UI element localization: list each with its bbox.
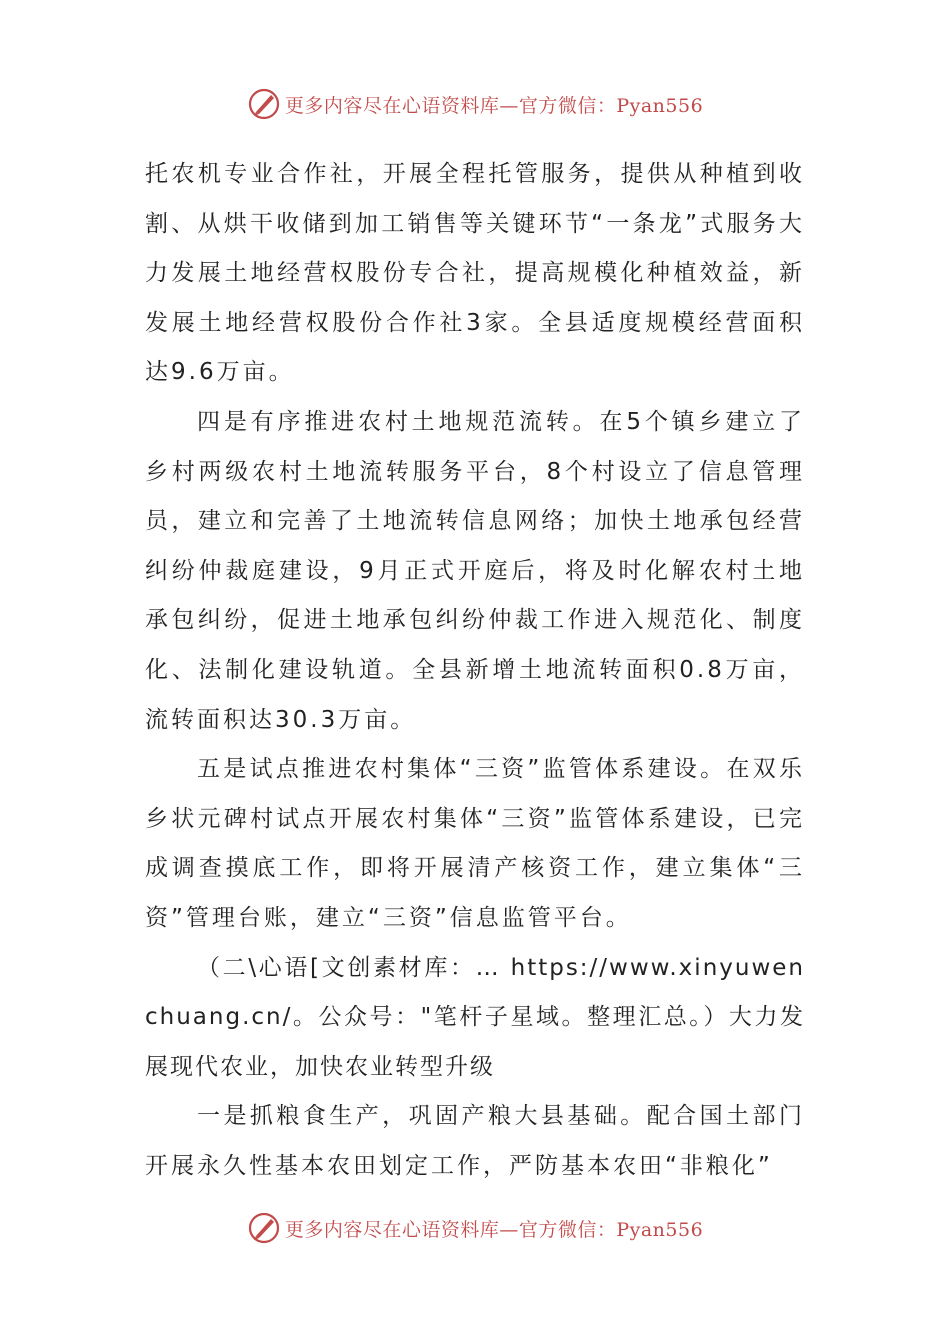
header-banner xyxy=(0,84,950,124)
paragraph-4-section-heading: （二\心语[文创素材库：… https://www.xinyuwenchuang.cn/。公众号："笔杆子星域。整理汇总。）大力发展现代农业，加快农业转型升级 xyxy=(145,954,805,1080)
footer-banner-text: 更多内容尽在心语资料库—官方微信：Pyan556 xyxy=(284,1218,704,1241)
document-body xyxy=(145,150,805,1191)
paragraph-5: 一是抓粮食生产，巩固产粮大县基础。配合国土部门开展永久性基本农田划定工作，严防基本农田“非粮化” xyxy=(145,1103,805,1179)
header-banner-text: 更多内容尽在心语资料库—官方微信：Pyan556 xyxy=(284,94,704,117)
footer-banner xyxy=(0,1208,950,1248)
pen-logo-icon xyxy=(247,1211,281,1245)
paragraph-3: 五是试点推进农村集体“三资”监管体系建设。在双乐乡状元碑村试点开展农村集体“三资”监管体系建设，已完成调查摸底工作，即将开展清产核资工作，建立集体“三资”管理台账，建立“三资”信息监管平台。 xyxy=(145,756,805,931)
paragraph-2: 四是有序推进农村土地规范流转。在5个镇乡建立了乡村两级农村土地流转服务平台，8个村设立了信息管理员，建立和完善了土地流转信息网络；加快土地承包经营纠纷仲裁庭建设，9月正式开庭后，将及时化解农村土地承包纠纷，促进土地承包纠纷仲裁工作进入规范化、制度化、法制化建设轨道。全县新增土地流转面积0.8万亩，流转面积达30.3万亩。 xyxy=(145,408,805,733)
pen-logo-icon xyxy=(247,87,281,121)
paragraph-1: 托农机专业合作社，开展全程托管服务，提供从种植到收割、从烘干收储到加工销售等关键环节“一条龙”式服务大力发展土地经营权股份专合社，提高规模化种植效益，新发展土地经营权股份合作社3家。全县适度规模经营面积达9.6万亩。 xyxy=(145,161,805,386)
